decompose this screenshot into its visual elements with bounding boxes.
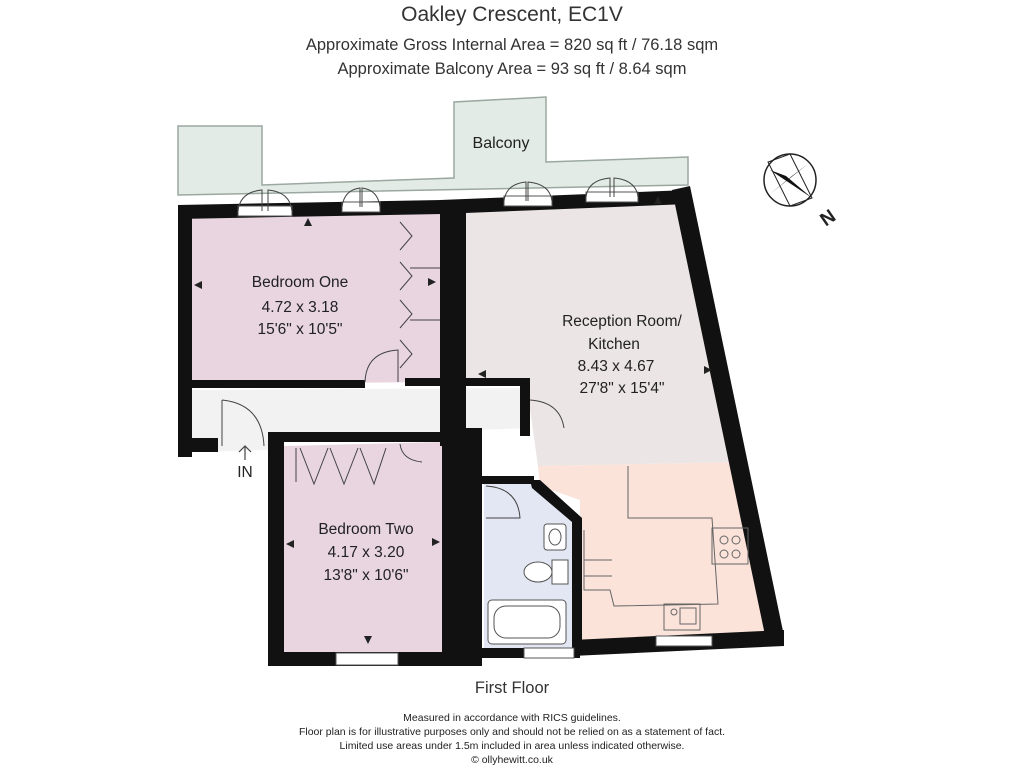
plan-title: Oakley Crescent, EC1V <box>401 3 623 26</box>
balcony-area <box>178 97 688 195</box>
bedroom-two-name: Bedroom Two <box>318 521 414 538</box>
balcony-area-text: Approximate Balcony Area = 93 sq ft / 8.64 sqm <box>337 60 687 78</box>
footer-line-2: Floor plan is for illustrative purposes only and should not be relied on as a statement of fact. <box>298 726 726 738</box>
footer-line-3: Limited use areas under 1.5m included in area unless indicated otherwise. <box>339 740 685 752</box>
reception-name-line2: Kitchen <box>588 336 640 353</box>
bedroom-one-metric: 4.72 x 3.18 <box>261 299 339 316</box>
footer-line-1: Measured in accordance with RICS guidelines. <box>403 712 621 724</box>
reception-name-line1: Reception Room/ <box>562 313 682 330</box>
compass-north-label: N <box>816 205 840 231</box>
balcony-label: Balcony <box>472 135 530 152</box>
reception-metric: 8.43 x 4.67 <box>577 358 655 375</box>
bedroom-two-metric: 4.17 x 3.20 <box>327 544 405 561</box>
floor-label: First Floor <box>474 679 550 697</box>
bedroom-one-name: Bedroom One <box>251 274 349 291</box>
reception-imperial: 27'8" x 15'4" <box>579 380 665 397</box>
bedroom-one-imperial: 15'6" x 10'5" <box>257 321 343 338</box>
bedroom-two-imperial: 13'8" x 10'6" <box>323 567 409 584</box>
entrance-label: IN <box>237 464 253 481</box>
footer-copyright: © ollyhewitt.co.uk <box>471 754 553 766</box>
gross-area-text: Approximate Gross Internal Area = 820 sq ft / 76.18 sqm <box>305 36 719 54</box>
compass-icon <box>764 154 816 206</box>
bedroom-one-area <box>190 210 440 384</box>
